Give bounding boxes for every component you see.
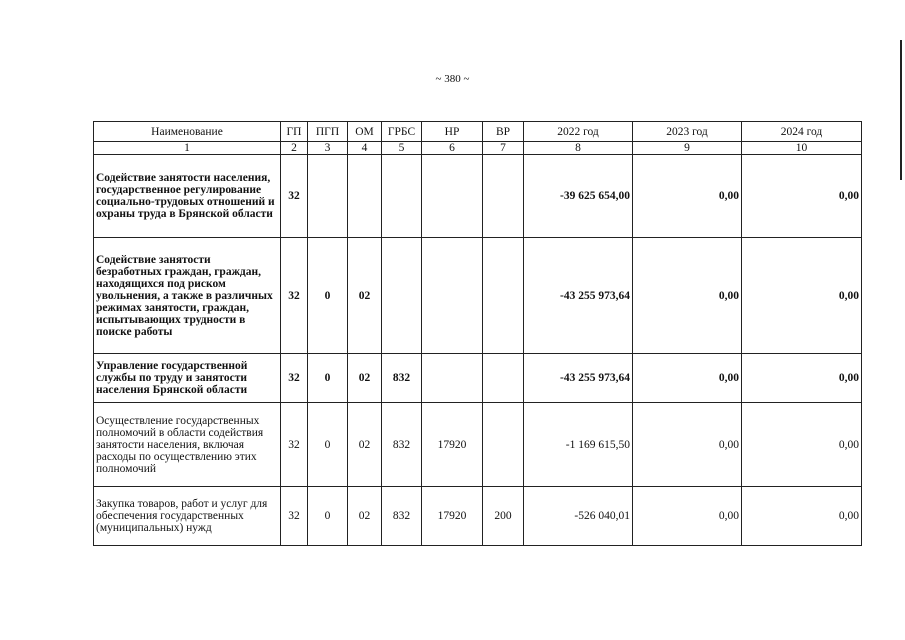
column-number: 6 bbox=[422, 142, 483, 155]
table-row bbox=[94, 487, 862, 546]
row-2023: 0,00 bbox=[633, 487, 742, 546]
row-2022: -43 255 973,64 bbox=[524, 238, 633, 354]
row-om bbox=[348, 155, 382, 238]
row-pgp: 0 bbox=[308, 238, 348, 354]
row-2022: -39 625 654,00 bbox=[524, 155, 633, 238]
column-number: 7 bbox=[483, 142, 524, 155]
row-pgp: 0 bbox=[308, 403, 348, 487]
row-grbs bbox=[382, 155, 422, 238]
header-vr: ВР bbox=[483, 122, 524, 142]
row-gp: 32 bbox=[281, 487, 308, 546]
scan-edge-mark bbox=[900, 40, 902, 180]
row-2024: 0,00 bbox=[742, 487, 862, 546]
column-number: 5 bbox=[382, 142, 422, 155]
row-pgp: 0 bbox=[308, 487, 348, 546]
header-gp: ГП bbox=[281, 122, 308, 142]
row-name: Содействие занятости безработных граждан, граждан, находящихся под риском увольнения, а также в различных режимах занятости, граждан, испытывающих трудности в поиске работы bbox=[94, 238, 281, 354]
row-name: Закупка товаров, работ и услуг для обеспечения государственных (муниципальных) нужд bbox=[94, 487, 281, 546]
header-2024: 2024 год bbox=[742, 122, 862, 142]
column-number: 4 bbox=[348, 142, 382, 155]
header-2022: 2022 год bbox=[524, 122, 633, 142]
column-number: 8 bbox=[524, 142, 633, 155]
column-number: 3 bbox=[308, 142, 348, 155]
row-grbs: 832 bbox=[382, 403, 422, 487]
row-nr bbox=[422, 155, 483, 238]
row-pgp bbox=[308, 155, 348, 238]
row-nr bbox=[422, 238, 483, 354]
row-nr: 17920 bbox=[422, 403, 483, 487]
row-grbs bbox=[382, 238, 422, 354]
header-row bbox=[94, 122, 862, 142]
row-2022: -1 169 615,50 bbox=[524, 403, 633, 487]
row-om: 02 bbox=[348, 403, 382, 487]
row-2022: -526 040,01 bbox=[524, 487, 633, 546]
row-vr bbox=[483, 354, 524, 403]
row-pgp: 0 bbox=[308, 354, 348, 403]
row-name: Осуществление государственных полномочий в области содействия занятости населения, включая расходы по осуществлению этих полномочий bbox=[94, 403, 281, 487]
table-row bbox=[94, 238, 862, 354]
table-row bbox=[94, 155, 862, 238]
row-2023: 0,00 bbox=[633, 354, 742, 403]
row-vr bbox=[483, 155, 524, 238]
header-name: Наименование bbox=[94, 122, 281, 142]
header-nr: НР bbox=[422, 122, 483, 142]
row-om: 02 bbox=[348, 487, 382, 546]
table-row bbox=[94, 403, 862, 487]
header-grbs: ГРБС bbox=[382, 122, 422, 142]
budget-table bbox=[93, 121, 862, 546]
header-pgp: ПГП bbox=[308, 122, 348, 142]
row-gp: 32 bbox=[281, 238, 308, 354]
row-2023: 0,00 bbox=[633, 403, 742, 487]
row-nr: 17920 bbox=[422, 487, 483, 546]
page-number: ~ 380 ~ bbox=[435, 73, 470, 85]
row-om: 02 bbox=[348, 354, 382, 403]
header-om: ОМ bbox=[348, 122, 382, 142]
row-2024: 0,00 bbox=[742, 354, 862, 403]
column-number: 10 bbox=[742, 142, 862, 155]
row-vr bbox=[483, 403, 524, 487]
row-2024: 0,00 bbox=[742, 155, 862, 238]
row-2024: 0,00 bbox=[742, 403, 862, 487]
header-2023: 2023 год bbox=[633, 122, 742, 142]
row-grbs: 832 bbox=[382, 354, 422, 403]
row-vr: 200 bbox=[483, 487, 524, 546]
row-2023: 0,00 bbox=[633, 155, 742, 238]
column-number: 1 bbox=[94, 142, 281, 155]
row-grbs: 832 bbox=[382, 487, 422, 546]
column-number-row bbox=[94, 142, 862, 155]
row-vr bbox=[483, 238, 524, 354]
row-gp: 32 bbox=[281, 403, 308, 487]
table-row bbox=[94, 354, 862, 403]
row-2023: 0,00 bbox=[633, 238, 742, 354]
row-gp: 32 bbox=[281, 155, 308, 238]
column-number: 9 bbox=[633, 142, 742, 155]
column-number: 2 bbox=[281, 142, 308, 155]
row-gp: 32 bbox=[281, 354, 308, 403]
row-name: Управление государственной службы по труду и занятости населения Брянской области bbox=[94, 354, 281, 403]
row-2024: 0,00 bbox=[742, 238, 862, 354]
row-om: 02 bbox=[348, 238, 382, 354]
row-2022: -43 255 973,64 bbox=[524, 354, 633, 403]
row-nr bbox=[422, 354, 483, 403]
row-name: Содействие занятости населения, государственное регулирование социально-трудовых отношений и охраны труда в Брянской области bbox=[94, 155, 281, 238]
